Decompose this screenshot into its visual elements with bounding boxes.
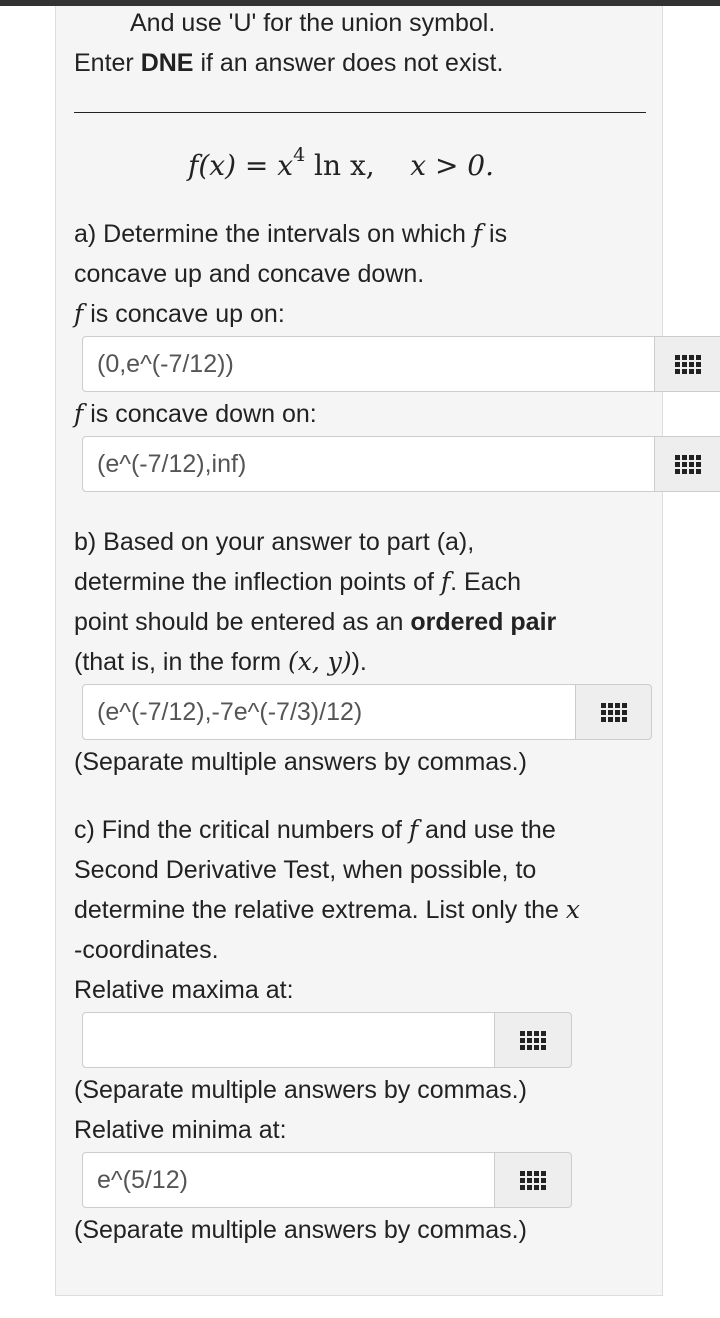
concave-down-input[interactable]: (e^(-7/12),inf) [82, 436, 655, 492]
keypad-grid-icon [601, 703, 627, 722]
keypad-grid-icon [520, 1031, 546, 1050]
part-a-prompt-line2: concave up and concave down. [74, 260, 425, 288]
relative-minima-hint: (Separate multiple answers by commas.) [74, 1216, 527, 1244]
part-b-prompt-line1: b) Based on your answer to part (a), [74, 528, 475, 556]
keypad-grid-icon [520, 1171, 546, 1190]
concave-down-keypad-button[interactable] [654, 436, 720, 492]
part-c-prompt-line1: c) Find the critical numbers of f and use the [74, 815, 556, 844]
relative-maxima-label: Relative maxima at: [74, 976, 294, 1004]
concave-down-label: f is concave down on: [74, 399, 317, 428]
part-a-prompt-line1: a) Determine the intervals on which f is [74, 219, 508, 248]
part-c-prompt-line3: determine the relative extrema. List only the x [74, 895, 581, 924]
part-c-prompt-line4: -coordinates. [74, 936, 219, 964]
divider [74, 112, 646, 113]
part-b-prompt-line3: point should be entered as an ordered pair [74, 608, 557, 636]
relative-maxima-input[interactable] [82, 1012, 495, 1068]
concave-up-keypad-button[interactable] [654, 336, 720, 392]
dne-hint: Enter DNE if an answer does not exist. [74, 49, 504, 77]
part-c-prompt-line2: Second Derivative Test, when possible, to [74, 856, 537, 884]
keypad-grid-icon [675, 355, 701, 374]
part-b-separate-hint: (Separate multiple answers by commas.) [74, 748, 527, 776]
part-b-prompt-line2: determine the inflection points of f. Each [74, 567, 522, 596]
relative-maxima-keypad-button[interactable] [494, 1012, 572, 1068]
relative-maxima-hint: (Separate multiple answers by commas.) [74, 1076, 527, 1104]
concave-up-input[interactable]: (0,e^(-7/12)) [82, 336, 655, 392]
keypad-grid-icon [675, 455, 701, 474]
relative-minima-input[interactable]: e^(5/12) [82, 1152, 495, 1208]
relative-minima-keypad-button[interactable] [494, 1152, 572, 1208]
inflection-keypad-button[interactable] [575, 684, 652, 740]
function-definition: $f(x) = x^4$ ln x, x > 0. [188, 144, 495, 182]
union-hint: And use 'U' for the union symbol. [130, 9, 496, 37]
inflection-points-input[interactable]: (e^(-7/12),-7e^(-7/3)/12) [82, 684, 576, 740]
relative-minima-label: Relative minima at: [74, 1116, 287, 1144]
concave-up-label: f is concave up on: [74, 299, 285, 328]
part-b-prompt-line4: (that is, in the form (x, y)). [74, 647, 367, 676]
